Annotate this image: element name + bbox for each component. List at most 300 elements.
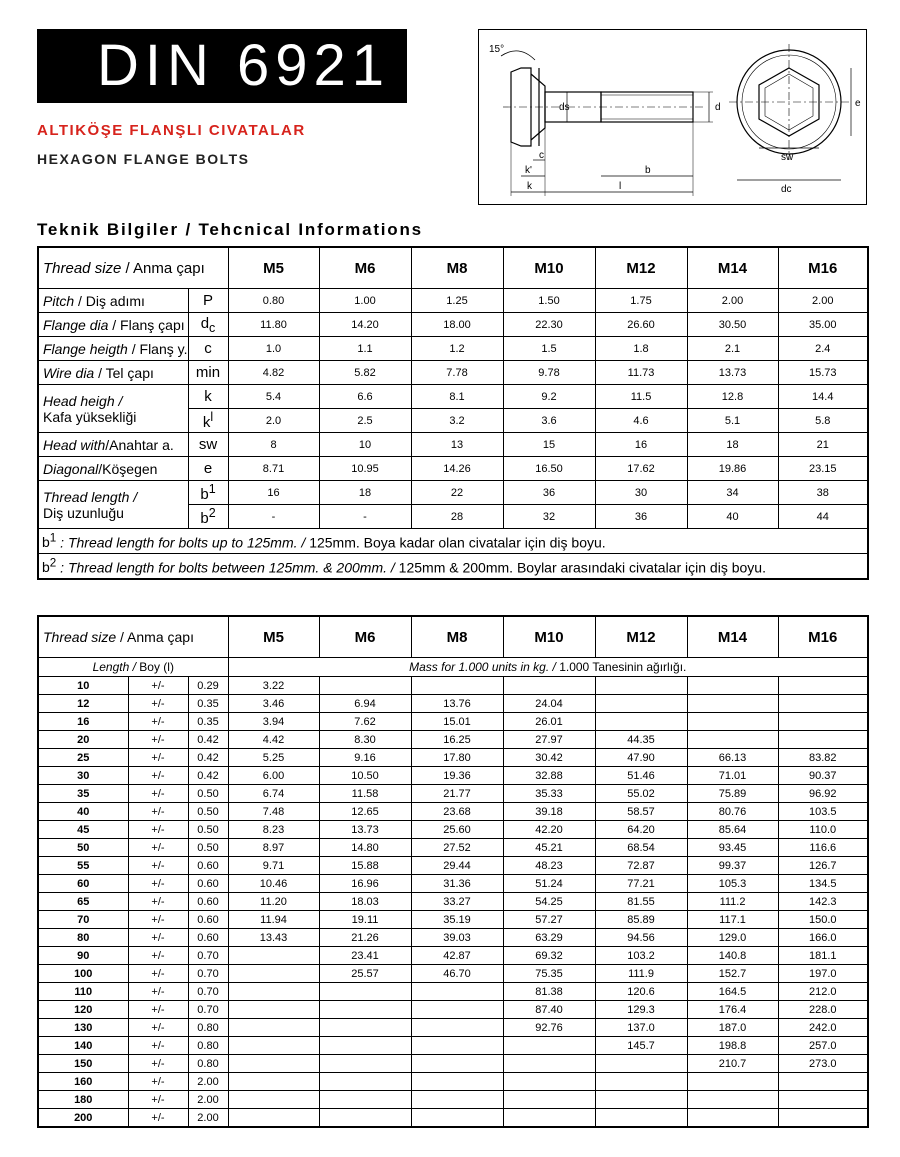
mass-value [595, 677, 687, 695]
mass-value: 129.0 [687, 929, 778, 947]
tech-value: 13 [411, 433, 503, 457]
mass-value: 85.89 [595, 911, 687, 929]
tech-value: 2.4 [778, 337, 868, 361]
length-value: 60 [38, 875, 128, 893]
mass-value: 16.25 [411, 731, 503, 749]
tech-value: 1.1 [319, 337, 411, 361]
tolerance-value: 0.35 [188, 695, 228, 713]
tolerance-value: 0.60 [188, 929, 228, 947]
mass-value [687, 731, 778, 749]
mass-value: 13.43 [228, 929, 319, 947]
length-value: 90 [38, 947, 128, 965]
diagram-label-e: e [855, 98, 861, 109]
mass-value: 12.65 [319, 803, 411, 821]
mass-value [778, 1109, 868, 1128]
mass-value: 6.94 [319, 695, 411, 713]
tolerance-value: 0.60 [188, 893, 228, 911]
mass-value: 39.03 [411, 929, 503, 947]
diagram-label-angle: 15° [489, 44, 505, 55]
mass-value [411, 1109, 503, 1128]
size-header: M5 [228, 247, 319, 289]
mass-value [778, 677, 868, 695]
mass-value: 24.04 [503, 695, 595, 713]
size-header: M12 [595, 616, 687, 658]
mass-value: 46.70 [411, 965, 503, 983]
mass-value [319, 1037, 411, 1055]
tech-row-symbol: $b^1$ [188, 481, 228, 505]
tech-value: 22.30 [503, 313, 595, 337]
size-header: M14 [687, 247, 778, 289]
tech-value: 16 [595, 433, 687, 457]
mass-value: 58.57 [595, 803, 687, 821]
tech-value: 23.15 [778, 457, 868, 481]
mass-value: 18.03 [319, 893, 411, 911]
tolerance-value: 0.70 [188, 947, 228, 965]
tech-value: 8.1 [411, 385, 503, 409]
mass-value: 55.02 [595, 785, 687, 803]
mass-row [38, 857, 868, 875]
mass-value: 29.44 [411, 857, 503, 875]
mass-value: 47.90 [595, 749, 687, 767]
mass-value [687, 1091, 778, 1109]
mass-value: 166.0 [778, 929, 868, 947]
mass-value: 3.94 [228, 713, 319, 731]
tolerance-value: 0.80 [188, 1037, 228, 1055]
mass-value: 11.94 [228, 911, 319, 929]
tolerance-value: 0.60 [188, 875, 228, 893]
mass-row [38, 713, 868, 731]
footnote-symbol: $b^2$ [42, 556, 57, 576]
footnote [38, 554, 868, 580]
tolerance-value: 0.70 [188, 965, 228, 983]
mass-row [38, 965, 868, 983]
size-header: M16 [778, 616, 868, 658]
tech-row-symbol: e [188, 457, 228, 481]
mass-value: 17.80 [411, 749, 503, 767]
row-label-italic: Flange dia [43, 316, 109, 333]
length-label-text: Boy (l) [135, 660, 174, 674]
mass-value: 45.21 [503, 839, 595, 857]
mass-value: 150.0 [778, 911, 868, 929]
tolerance-sign: +/- [128, 983, 188, 1001]
mass-value: 134.5 [778, 875, 868, 893]
tolerance-value: 0.42 [188, 731, 228, 749]
tolerance-value: 0.80 [188, 1019, 228, 1037]
mass-value: 8.30 [319, 731, 411, 749]
tolerance-value: 0.80 [188, 1055, 228, 1073]
tolerance-value: 0.29 [188, 677, 228, 695]
length-value: 20 [38, 731, 128, 749]
row-label-italic: Wire dia [43, 364, 95, 381]
tolerance-sign: +/- [128, 875, 188, 893]
diagram-label-ds: ds [559, 102, 570, 113]
mass-value: 80.76 [687, 803, 778, 821]
mass-value: 26.01 [503, 713, 595, 731]
tolerance-value: 0.60 [188, 857, 228, 875]
mass-value: 27.52 [411, 839, 503, 857]
tolerance-sign: +/- [128, 677, 188, 695]
mass-value [228, 965, 319, 983]
mass-value: 44.35 [595, 731, 687, 749]
diagram-label-d: d [715, 102, 721, 113]
mass-value [503, 1073, 595, 1091]
tech-row [38, 457, 868, 481]
mass-value: 5.25 [228, 749, 319, 767]
tech-value: 3.6 [503, 409, 595, 433]
mass-value: 14.80 [319, 839, 411, 857]
size-header: M8 [411, 616, 503, 658]
tech-row-label [38, 289, 188, 313]
tolerance-sign: +/- [128, 767, 188, 785]
mass-value: 10.50 [319, 767, 411, 785]
tolerance-value: 2.00 [188, 1109, 228, 1128]
length-value: 130 [38, 1019, 128, 1037]
tolerance-value: 0.50 [188, 803, 228, 821]
tech-value: 2.5 [319, 409, 411, 433]
tolerance-sign: +/- [128, 893, 188, 911]
mass-value: 7.62 [319, 713, 411, 731]
mass-value: 8.23 [228, 821, 319, 839]
tech-row-symbol: k [188, 385, 228, 409]
tolerance-sign: +/- [128, 911, 188, 929]
header-label-text: / Anma çapı [121, 259, 205, 277]
size-header: M10 [503, 616, 595, 658]
mass-value: 69.32 [503, 947, 595, 965]
mass-value: 77.21 [595, 875, 687, 893]
tolerance-sign: +/- [128, 1001, 188, 1019]
tech-value: 14.20 [319, 313, 411, 337]
mass-value: 93.45 [687, 839, 778, 857]
tech-value: 0.80 [228, 289, 319, 313]
tolerance-value: 0.42 [188, 749, 228, 767]
mass-value [503, 1109, 595, 1128]
mass-value: 81.38 [503, 983, 595, 1001]
mass-value: 32.88 [503, 767, 595, 785]
size-header: M14 [687, 616, 778, 658]
mass-row [38, 1091, 868, 1109]
tech-header-row [38, 247, 868, 289]
row-label-italic: Head heigh / [43, 392, 123, 409]
mass-row [38, 1073, 868, 1091]
mass-value [319, 1091, 411, 1109]
size-header: M6 [319, 616, 411, 658]
mass-value [778, 1091, 868, 1109]
tolerance-sign: +/- [128, 1091, 188, 1109]
tech-value: 8 [228, 433, 319, 457]
length-value: 65 [38, 893, 128, 911]
mass-value [411, 983, 503, 1001]
mass-row [38, 785, 868, 803]
length-value: 45 [38, 821, 128, 839]
diagram-label-k1: k' [525, 165, 532, 176]
tech-value: 2.00 [687, 289, 778, 313]
mass-row [38, 1019, 868, 1037]
tech-row-label [38, 457, 188, 481]
mass-value [411, 1055, 503, 1073]
length-value: 120 [38, 1001, 128, 1019]
tech-value: 22 [411, 481, 503, 505]
mass-value [411, 1091, 503, 1109]
tolerance-value: 0.50 [188, 785, 228, 803]
tolerance-sign: +/- [128, 965, 188, 983]
mass-row [38, 1001, 868, 1019]
tech-row-label [38, 337, 188, 361]
tech-value: 16 [228, 481, 319, 505]
mass-value: 103.5 [778, 803, 868, 821]
mass-value [778, 713, 868, 731]
mass-value: 111.9 [595, 965, 687, 983]
tech-row-symbol: sw [188, 433, 228, 457]
mass-row [38, 767, 868, 785]
mass-value: 19.36 [411, 767, 503, 785]
mass-value: 81.55 [595, 893, 687, 911]
tolerance-sign: +/- [128, 713, 188, 731]
header-label-italic: Thread size [43, 629, 117, 645]
mass-value: 35.33 [503, 785, 595, 803]
tech-value: - [319, 505, 411, 529]
tolerance-sign: +/- [128, 1037, 188, 1055]
mass-value: 198.8 [687, 1037, 778, 1055]
tolerance-value: 0.70 [188, 1001, 228, 1019]
mass-value: 142.3 [778, 893, 868, 911]
mass-value [319, 1001, 411, 1019]
mass-value: 11.20 [228, 893, 319, 911]
mass-value [595, 695, 687, 713]
footnote-italic: : Thread length for bolts between 125mm. & 200mm. / [56, 559, 395, 576]
tolerance-sign: +/- [128, 785, 188, 803]
technical-table [37, 246, 869, 580]
mass-value: 181.1 [778, 947, 868, 965]
mass-value [228, 1019, 319, 1037]
mass-row [38, 731, 868, 749]
tech-row [38, 289, 868, 313]
tech-value: 16.50 [503, 457, 595, 481]
mass-value: 19.11 [319, 911, 411, 929]
tech-value: 38 [778, 481, 868, 505]
tech-value: 5.82 [319, 361, 411, 385]
length-value: 12 [38, 695, 128, 713]
mass-row [38, 911, 868, 929]
row-label-italic: Thread length / [43, 488, 138, 505]
row-label-text: Kafa yüksekliği [43, 408, 137, 425]
tolerance-sign: +/- [128, 731, 188, 749]
mass-value: 137.0 [595, 1019, 687, 1037]
mass-value: 187.0 [687, 1019, 778, 1037]
length-value: 140 [38, 1037, 128, 1055]
tech-value: 11.80 [228, 313, 319, 337]
tech-row-label [38, 313, 188, 337]
mass-value: 31.36 [411, 875, 503, 893]
length-value: 110 [38, 983, 128, 1001]
diagram-label-sw: sw [781, 152, 794, 163]
tolerance-sign: +/- [128, 1109, 188, 1128]
mass-value: 72.87 [595, 857, 687, 875]
mass-value: 8.97 [228, 839, 319, 857]
tech-value: 36 [595, 505, 687, 529]
tech-row-label [38, 385, 188, 433]
mass-row [38, 821, 868, 839]
mass-value [778, 731, 868, 749]
tech-value: 4.6 [595, 409, 687, 433]
mass-value: 9.71 [228, 857, 319, 875]
row-label-text: /Köşegen [98, 460, 158, 477]
mass-row [38, 947, 868, 965]
tech-row [38, 361, 868, 385]
tech-value: 40 [687, 505, 778, 529]
diagram-label-dc: dc [781, 184, 792, 195]
length-value: 100 [38, 965, 128, 983]
tech-row-label [38, 481, 188, 529]
tech-row-symbol: c [188, 337, 228, 361]
mass-value: 57.27 [503, 911, 595, 929]
footnote [38, 529, 868, 554]
row-label-italic: Diagonal [43, 460, 99, 477]
mass-value: 64.20 [595, 821, 687, 839]
row-label-italic: Head with [43, 436, 106, 453]
mass-value: 10.46 [228, 875, 319, 893]
tech-value: 32 [503, 505, 595, 529]
mass-row [38, 875, 868, 893]
tech-row [38, 481, 868, 505]
tolerance-sign: +/- [128, 947, 188, 965]
tech-value: 4.82 [228, 361, 319, 385]
footnote-symbol: $b^1$ [42, 531, 57, 551]
tolerance-sign: +/- [128, 839, 188, 857]
tolerance-value: 0.50 [188, 821, 228, 839]
row-label-text: Diş uzunluğu [43, 504, 124, 521]
tech-value: 9.78 [503, 361, 595, 385]
mass-value [319, 983, 411, 1001]
length-value: 16 [38, 713, 128, 731]
mass-value [319, 677, 411, 695]
mass-value: 117.1 [687, 911, 778, 929]
tolerance-sign: +/- [128, 821, 188, 839]
mass-value: 42.20 [503, 821, 595, 839]
mass-value: 116.6 [778, 839, 868, 857]
tolerance-sign: +/- [128, 749, 188, 767]
mass-row [38, 749, 868, 767]
mass-value [319, 1109, 411, 1128]
mass-value: 87.40 [503, 1001, 595, 1019]
length-value: 200 [38, 1109, 128, 1128]
mass-value: 3.22 [228, 677, 319, 695]
mass-value: 35.19 [411, 911, 503, 929]
mass-value: 85.64 [687, 821, 778, 839]
size-header: M12 [595, 247, 687, 289]
tech-value: 2.0 [228, 409, 319, 433]
length-label-italic: Length / [92, 660, 136, 674]
mass-value: 140.8 [687, 947, 778, 965]
mass-value: 33.27 [411, 893, 503, 911]
row-label-text: / Tel çapı [94, 364, 154, 381]
tech-value: 8.71 [228, 457, 319, 481]
mass-value: 92.76 [503, 1019, 595, 1037]
length-value: 50 [38, 839, 128, 857]
mass-value: 27.97 [503, 731, 595, 749]
tech-value: 1.8 [595, 337, 687, 361]
tech-value: 5.4 [228, 385, 319, 409]
mass-value: 13.73 [319, 821, 411, 839]
mass-value: 16.96 [319, 875, 411, 893]
mass-value: 176.4 [687, 1001, 778, 1019]
mass-value: 197.0 [778, 965, 868, 983]
mass-value [595, 1073, 687, 1091]
mass-value: 103.2 [595, 947, 687, 965]
tech-row-label [38, 433, 188, 457]
tech-value: 14.4 [778, 385, 868, 409]
tolerance-sign: +/- [128, 929, 188, 947]
tech-header-label [38, 247, 228, 289]
mass-value [411, 1019, 503, 1037]
tech-value: 11.73 [595, 361, 687, 385]
mass-row [38, 929, 868, 947]
tolerance-value: 0.42 [188, 767, 228, 785]
mass-value: 94.56 [595, 929, 687, 947]
tolerance-value: 2.00 [188, 1073, 228, 1091]
mass-value [687, 677, 778, 695]
tech-value: 2.1 [687, 337, 778, 361]
mass-value [228, 1037, 319, 1055]
tech-row-symbol: $d_c$ [188, 313, 228, 337]
mass-value [411, 1001, 503, 1019]
mass-value [503, 1055, 595, 1073]
mass-value [687, 1073, 778, 1091]
note-row [38, 554, 868, 580]
length-label [38, 658, 228, 677]
tech-value: 5.1 [687, 409, 778, 433]
mass-value: 110.0 [778, 821, 868, 839]
mass-value [411, 677, 503, 695]
length-value: 150 [38, 1055, 128, 1073]
tech-value: 17.62 [595, 457, 687, 481]
tech-value: 1.0 [228, 337, 319, 361]
mass-value: 23.41 [319, 947, 411, 965]
tech-row-symbol: min [188, 361, 228, 385]
mass-value: 210.7 [687, 1055, 778, 1073]
tech-row-symbol: P [188, 289, 228, 313]
mass-value: 6.00 [228, 767, 319, 785]
note-row [38, 529, 868, 554]
row-label-italic: Pitch [43, 292, 75, 309]
tech-value: 3.2 [411, 409, 503, 433]
mass-subheader-row [38, 658, 868, 677]
tolerance-sign: +/- [128, 1055, 188, 1073]
section-title: Teknik Bilgiler / Tehcnical Informations [37, 220, 423, 239]
length-value: 40 [38, 803, 128, 821]
tech-value: 13.73 [687, 361, 778, 385]
tech-value: 11.5 [595, 385, 687, 409]
tech-value: 1.50 [503, 289, 595, 313]
diagram-label-c: c [539, 150, 544, 161]
mass-table [37, 615, 869, 1128]
mass-row [38, 839, 868, 857]
mass-value: 42.87 [411, 947, 503, 965]
length-value: 160 [38, 1073, 128, 1091]
tolerance-sign: +/- [128, 1019, 188, 1037]
footnote-text: 125mm & 200mm. Boylar arasındaki civatalar için diş boyu. [394, 559, 766, 576]
footnote-text: 125mm. Boya kadar olan civatalar için diş boyu. [305, 534, 606, 551]
mass-value: 164.5 [687, 983, 778, 1001]
tech-value: 35.00 [778, 313, 868, 337]
mass-value: 13.76 [411, 695, 503, 713]
mass-value: 90.37 [778, 767, 868, 785]
mass-value: 63.29 [503, 929, 595, 947]
diagram-label-l: l [619, 181, 622, 192]
mass-value: 66.13 [687, 749, 778, 767]
mass-value: 75.35 [503, 965, 595, 983]
mass-header-row [38, 616, 868, 658]
tech-row-label [38, 361, 188, 385]
